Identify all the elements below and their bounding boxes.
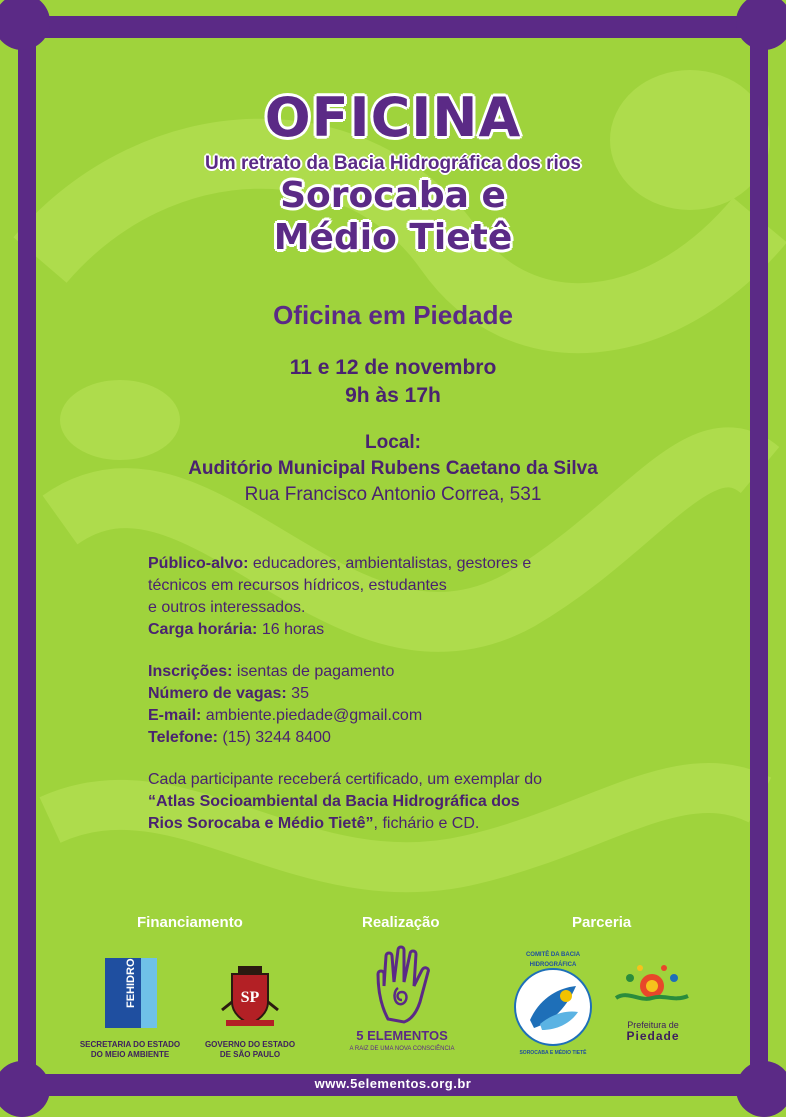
audience-text-1: educadores, ambientalistas, gestores e — [248, 555, 532, 572]
page-title: OFICINA — [264, 86, 522, 149]
location-label: Local: — [365, 432, 421, 453]
sao-paulo-seal-icon — [220, 962, 280, 1032]
location-block — [0, 430, 786, 508]
workload-value: 16 horas — [257, 621, 325, 638]
details-block — [148, 553, 648, 855]
sema-logo — [105, 958, 157, 1028]
piedade-logo-icon — [612, 958, 692, 1018]
page-subtitle: Um retrato da Bacia Hidrográfica dos rios — [205, 153, 581, 174]
certificate-block — [148, 769, 648, 835]
date-line: 11 e 12 de novembro — [289, 356, 497, 379]
audience-label: Público-alvo: — [148, 555, 249, 572]
gov-caption: GOVERNO DO ESTADO DE SÃO PAULO — [204, 1040, 296, 1059]
contact-block — [148, 661, 648, 749]
registration-value: isentas de pagamento — [232, 663, 395, 680]
footer-url[interactable]: www.5elementos.org.br — [314, 1076, 472, 1091]
financing-heading: Financiamento — [137, 914, 243, 931]
seats-value: 35 — [286, 685, 309, 702]
frame-top — [38, 16, 748, 38]
email-link[interactable]: ambiente.piedade@gmail.com — [201, 707, 423, 724]
rivers-line-2: Médio Tietê — [273, 217, 513, 258]
event-dates — [0, 354, 786, 410]
comite-ring-text: COMITÊ DA BACIA HIDROGRÁFICA — [525, 952, 581, 968]
five-elements-wordmark: 5 ELEMENTOS — [356, 1028, 448, 1043]
seats-label: Número de vagas: — [148, 685, 287, 702]
piedade-caption: Prefeitura de Piedade — [626, 1020, 680, 1043]
partnership-heading: Parceria — [572, 914, 632, 931]
venue-address: Rua Francisco Antonio Correa, 531 — [244, 484, 542, 505]
sema-caption: SECRETARIA DO ESTADO DO MEIO AMBIENTE — [79, 1040, 181, 1059]
atlas-title-1: “Atlas Socioambiental da Bacia Hidrográfica dos — [148, 793, 520, 810]
rivers-heading — [0, 175, 786, 259]
registration-label: Inscrições: — [148, 663, 233, 680]
certificate-line-1: Cada participante receberá certificado, um exemplar do — [148, 771, 542, 788]
comite-bottom-text: SOROCABA E MÉDIO TIETÊ — [519, 1050, 587, 1056]
phone-label: Telefone: — [148, 729, 218, 746]
rivers-line-1: Sorocaba e — [280, 175, 506, 216]
atlas-title-2: Rios Sorocaba e Médio Tietê” — [148, 815, 374, 832]
event-name: Oficina em Piedade — [273, 300, 513, 330]
five-elements-tagline: A RAIZ DE UMA NOVA CONSCIÊNCIA — [349, 1046, 455, 1052]
venue-name: Auditório Municipal Rubens Caetano da Silva — [188, 458, 598, 479]
certificate-tail: , fichário e CD. — [373, 815, 480, 832]
hand-spiral-icon — [368, 944, 438, 1024]
comite-logo-icon — [512, 966, 594, 1048]
audience-block — [148, 553, 648, 641]
hours-line: 9h às 17h — [345, 384, 441, 407]
audience-text-3: e outros interessados. — [148, 599, 306, 616]
svg-text:SP: SP — [240, 989, 260, 1006]
workload-label: Carga horária: — [148, 621, 258, 638]
realization-heading: Realização — [362, 914, 440, 931]
email-label: E-mail: — [148, 707, 202, 724]
audience-text-2: técnicos em recursos hídricos, estudantes — [148, 577, 447, 594]
fehidro-mark: FEHIDRO — [125, 958, 137, 1008]
phone-value: (15) 3244 8400 — [217, 729, 331, 746]
